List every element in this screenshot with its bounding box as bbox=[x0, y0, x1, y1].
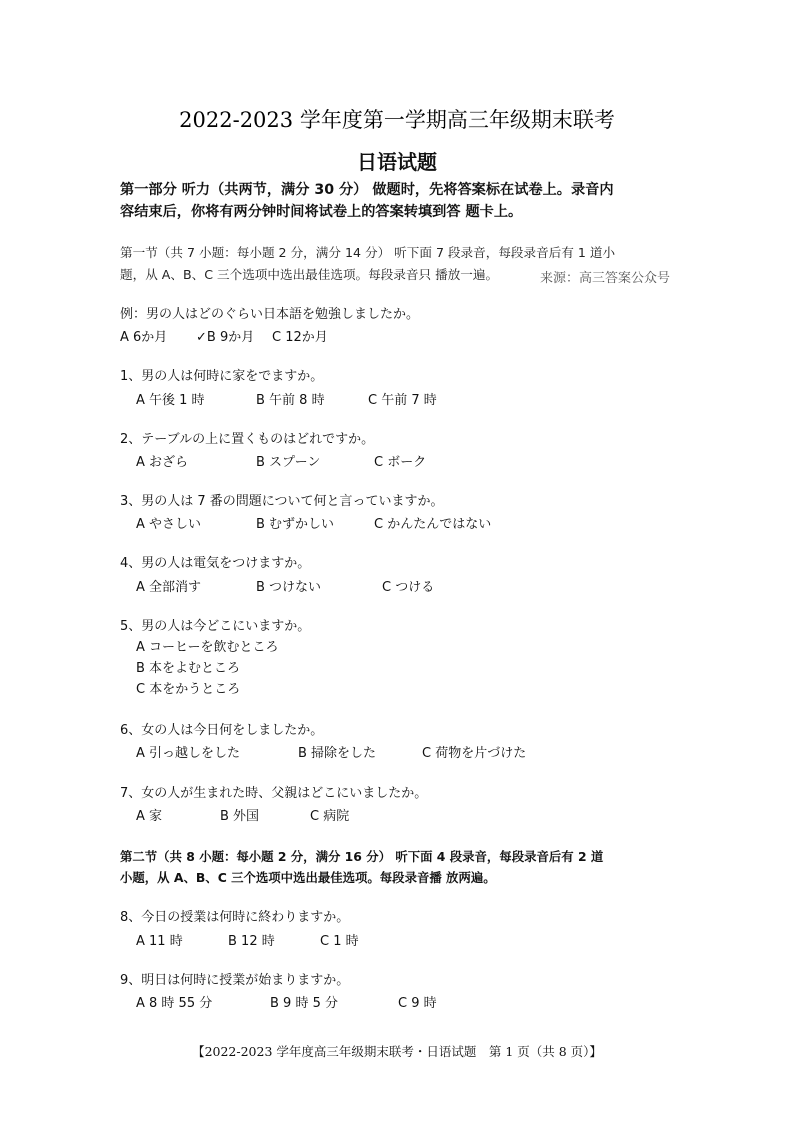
section2-instruction-line1: 第二节（共 8 小题：每小题 2 分，满分 16 分） 听下面 4 段录音，每段录音后有 2 道 bbox=[120, 849, 604, 864]
question-5-option-a: A コーヒーを飲むところ bbox=[136, 640, 279, 655]
example-option-b: ✓B 9か月 bbox=[196, 330, 255, 345]
question-8: 8、今日の授業は何時に終わりますか。 bbox=[120, 910, 350, 925]
part1-instruction-line2: 容结束后，你将有两分钟时间将试卷上的答案转填到答 题卡上。 bbox=[120, 204, 523, 220]
option-a: A 全部消す bbox=[136, 580, 202, 595]
question-3: 3、男の人は 7 番の問題について何と言っていますか。 bbox=[120, 494, 444, 509]
option-b: B 外国 bbox=[220, 809, 260, 824]
example-question: 例：男の人はどのぐらい日本語を勉強しましたか。 bbox=[120, 307, 420, 322]
section1-instruction-line2: 题，从 A、B、C 三个选项中选出最佳选项。每段录音只 播放一遍。 bbox=[120, 267, 499, 282]
option-a: A おざら bbox=[136, 455, 189, 470]
option-c: C 9 時 bbox=[398, 996, 437, 1011]
question-9: 9、明日は何時に授業が始まりますか。 bbox=[120, 973, 350, 988]
option-b: B つけない bbox=[256, 580, 322, 595]
option-a: A 家 bbox=[136, 809, 163, 824]
option-c: C 荷物を片づけた bbox=[422, 746, 527, 761]
example-option-a: A 6か月 bbox=[120, 330, 168, 345]
option-c: C つける bbox=[382, 580, 435, 595]
question-7: 7、女の人が生まれた時、父親はどこにいましたか。 bbox=[120, 786, 428, 801]
option-b: B むずかしい bbox=[256, 517, 335, 532]
option-b: B スプーン bbox=[256, 455, 321, 470]
option-b: B 9 時 5 分 bbox=[270, 996, 338, 1011]
option-c: C 病院 bbox=[310, 809, 350, 824]
part1-instruction-line1: 第一部分 听力（共两节，满分 30 分） 做题时，先将答案标在试卷上。录音内 bbox=[120, 182, 614, 198]
option-a: A 8 時 55 分 bbox=[136, 996, 213, 1011]
question-5-option-b: B 本をよむところ bbox=[136, 661, 241, 676]
option-b: B 午前 8 時 bbox=[256, 393, 325, 408]
option-c: C ボーク bbox=[374, 455, 427, 470]
question-4: 4、男の人は電気をつけますか。 bbox=[120, 556, 311, 571]
option-b: B 掃除をした bbox=[298, 746, 377, 761]
question-5: 5、男の人は今どこにいますか。 bbox=[120, 619, 311, 634]
option-c: C かんたんではない bbox=[374, 517, 492, 532]
section1-instruction-line1: 第一节（共 7 小题：每小题 2 分，满分 14 分） 听下面 7 段录音，每段录音后有 1 道小 bbox=[120, 245, 616, 260]
option-a: A 11 時 bbox=[136, 934, 183, 949]
option-c: C 1 時 bbox=[320, 934, 359, 949]
question-5-option-c: C 本をかうところ bbox=[136, 682, 241, 697]
option-a: A やさしい bbox=[136, 517, 202, 532]
question-1: 1、男の人は何時に家をでますか。 bbox=[120, 369, 324, 384]
option-a: A 引っ越しをした bbox=[136, 746, 241, 761]
option-b: B 12 時 bbox=[228, 934, 275, 949]
exam-title: 2022-2023 学年度第一学期高三年级期末联考 bbox=[179, 108, 615, 132]
question-2: 2、テーブルの上に置くものはどれですか。 bbox=[120, 432, 375, 447]
page-footer: 【2022-2023 学年度高三年级期末联考・日语试题 第 1 页（共 8 页）】 bbox=[192, 1044, 602, 1059]
source-watermark: 来源：高三答案公众号 bbox=[540, 271, 671, 286]
option-a: A 午後 1 時 bbox=[136, 393, 205, 408]
example-option-c: C 12か月 bbox=[272, 330, 328, 345]
section2-instruction-line2: 小题，从 A、B、C 三个选项中选出最佳选项。每段录音播 放两遍。 bbox=[120, 870, 496, 885]
option-c: C 午前 7 時 bbox=[368, 393, 437, 408]
exam-subtitle: 日语试题 bbox=[357, 150, 437, 174]
question-6: 6、女の人は今日何をしましたか。 bbox=[120, 723, 324, 738]
